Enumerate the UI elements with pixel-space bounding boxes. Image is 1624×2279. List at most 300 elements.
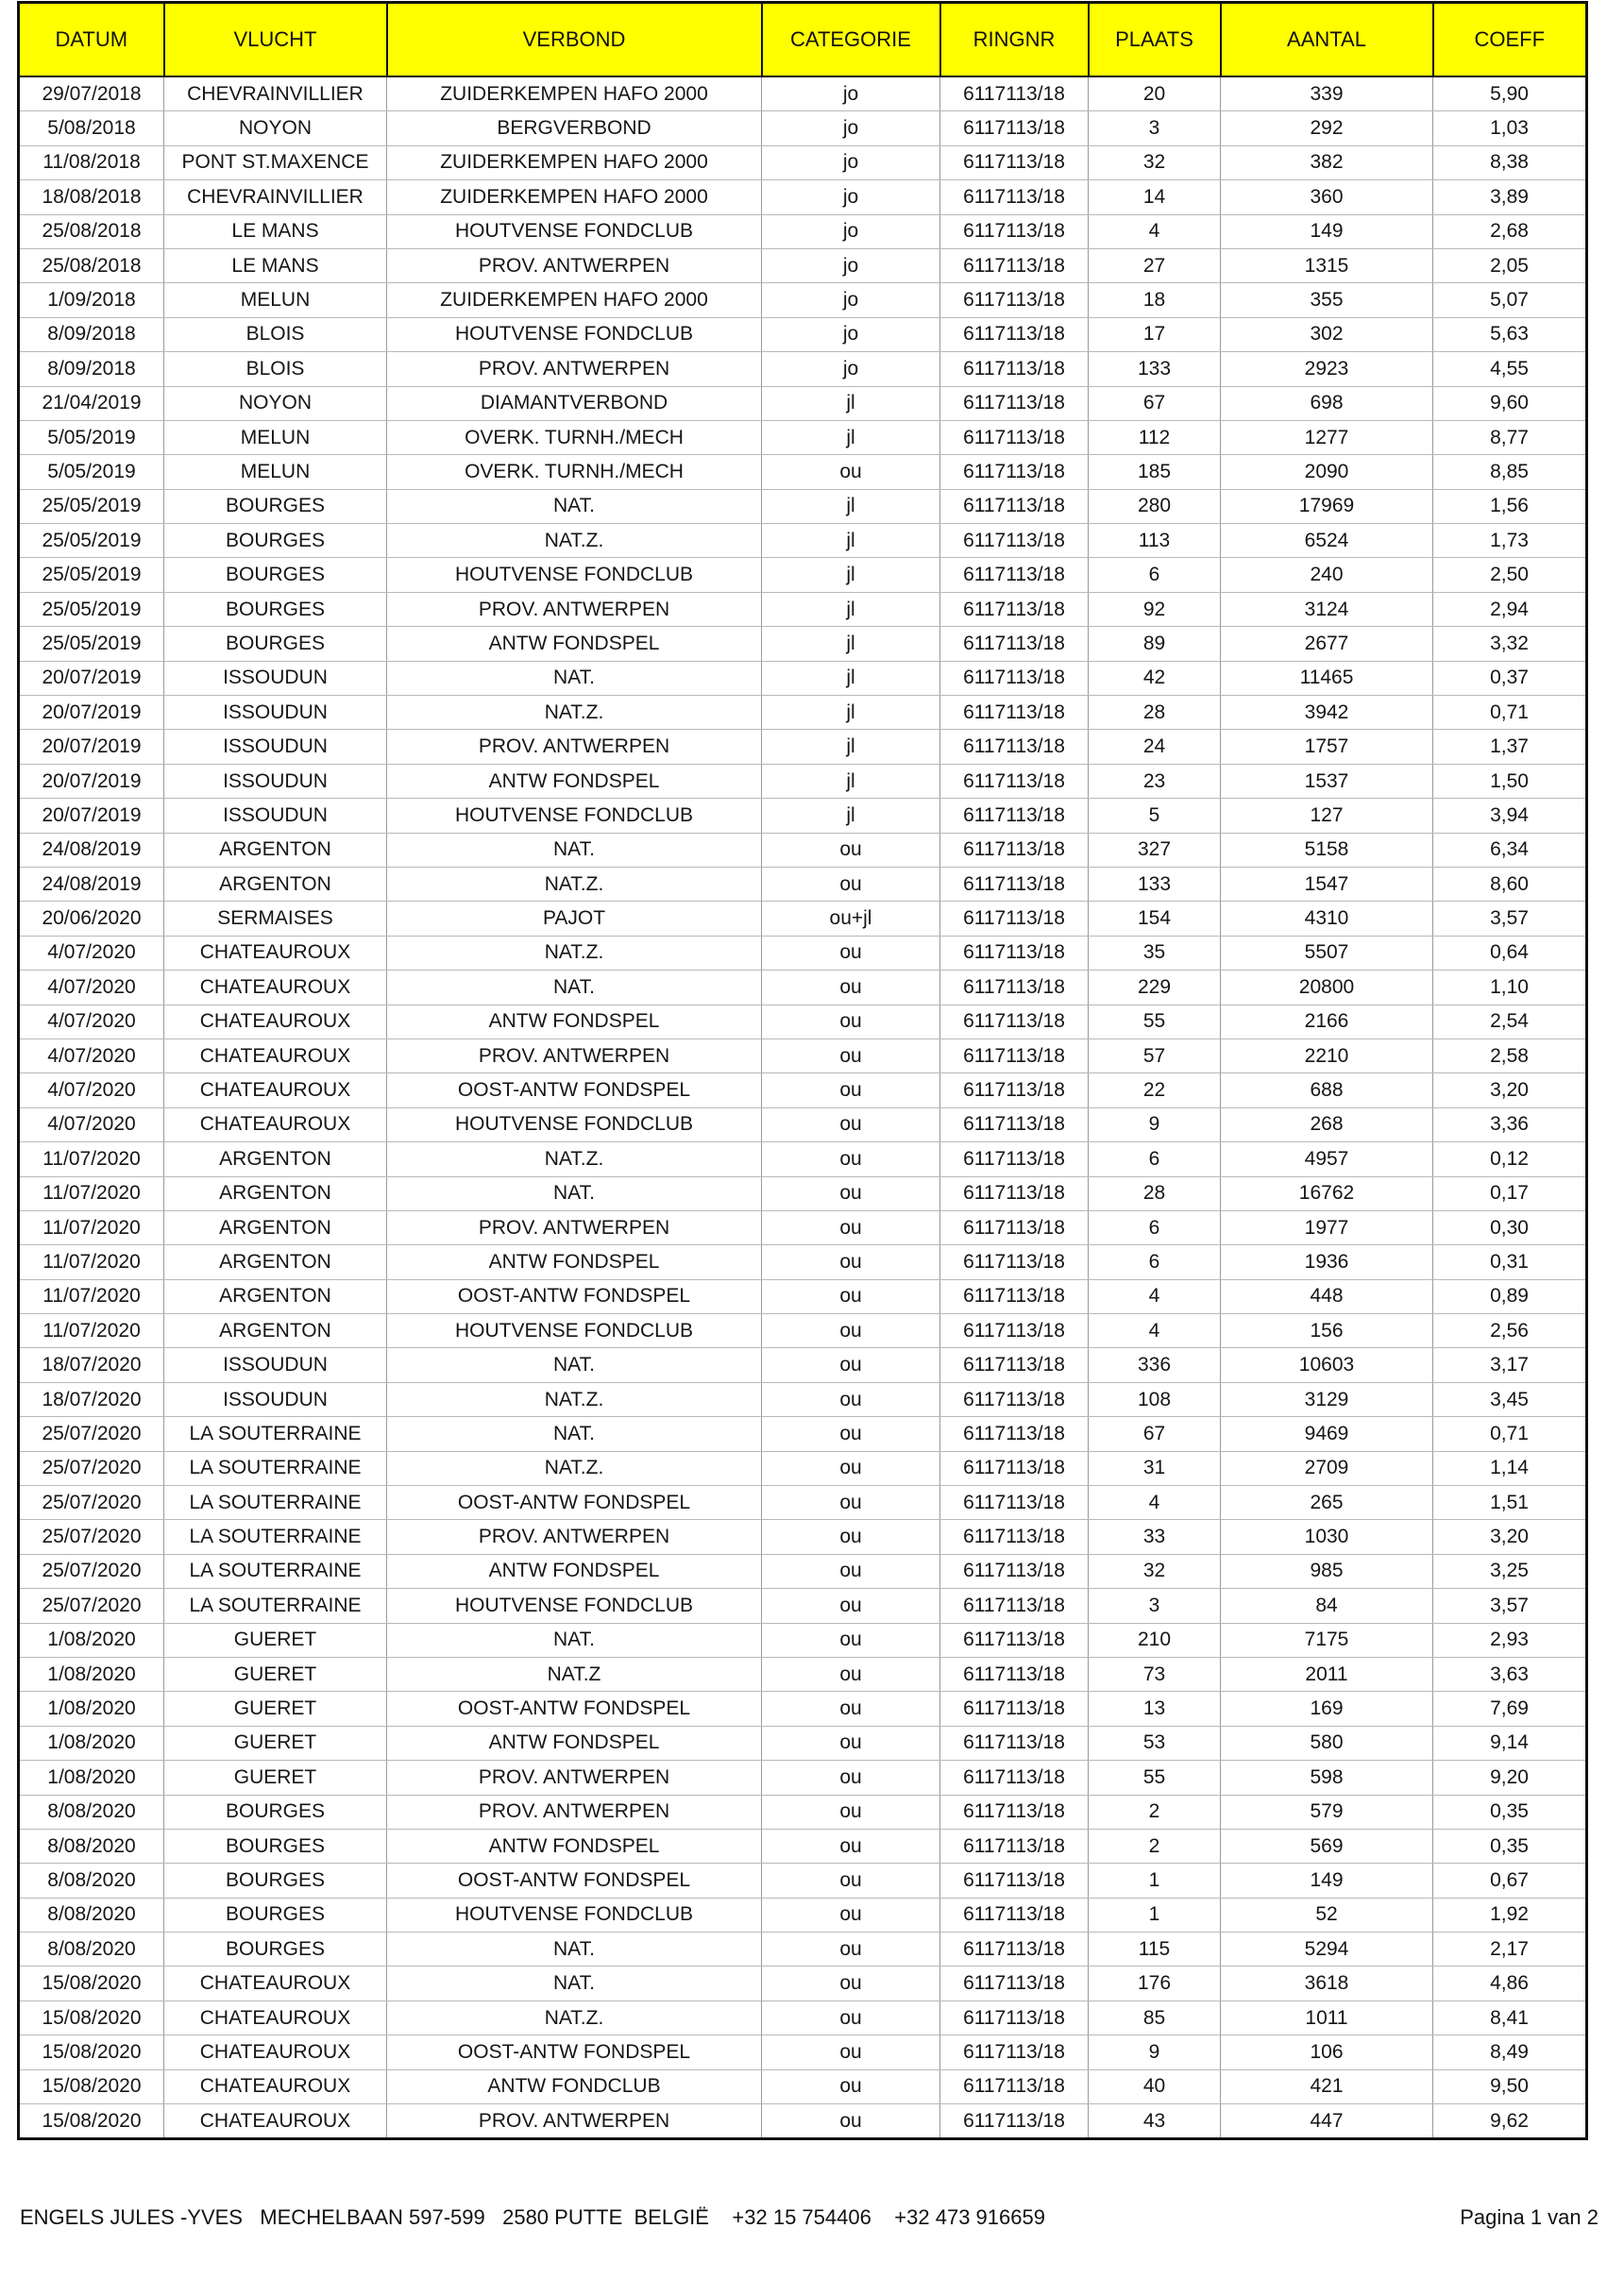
cell-plaats: 28 bbox=[1089, 696, 1221, 730]
table-row bbox=[19, 1107, 1587, 1141]
cell-vlucht: CHATEAUROUX bbox=[164, 2000, 387, 2034]
cell-aantal: 6524 bbox=[1221, 524, 1433, 558]
cell-ringnr: 6117113/18 bbox=[940, 1314, 1089, 1348]
cell-aantal: 1030 bbox=[1221, 1520, 1433, 1554]
cell-vlucht: SERMAISES bbox=[164, 902, 387, 936]
cell-verbond: HOUTVENSE FONDCLUB bbox=[387, 1589, 762, 1623]
cell-aantal: 1537 bbox=[1221, 764, 1433, 798]
cell-ringnr: 6117113/18 bbox=[940, 386, 1089, 420]
cell-categorie: ou bbox=[762, 1073, 940, 1107]
cell-coeff: 5,63 bbox=[1433, 317, 1587, 351]
cell-datum: 11/07/2020 bbox=[19, 1279, 164, 1313]
cell-aantal: 265 bbox=[1221, 1486, 1433, 1520]
cell-categorie: jo bbox=[762, 283, 940, 317]
cell-coeff: 3,20 bbox=[1433, 1073, 1587, 1107]
table-body bbox=[19, 76, 1587, 2139]
cell-vlucht: ARGENTON bbox=[164, 833, 387, 867]
cell-plaats: 20 bbox=[1089, 76, 1221, 111]
cell-coeff: 8,49 bbox=[1433, 2035, 1587, 2069]
cell-datum: 21/04/2019 bbox=[19, 386, 164, 420]
cell-ringnr: 6117113/18 bbox=[940, 661, 1089, 695]
cell-ringnr: 6117113/18 bbox=[940, 1520, 1089, 1554]
cell-categorie: jo bbox=[762, 317, 940, 351]
cell-ringnr: 6117113/18 bbox=[940, 2104, 1089, 2139]
cell-vlucht: PONT ST.MAXENCE bbox=[164, 145, 387, 179]
cell-verbond: OOST-ANTW FONDSPEL bbox=[387, 1486, 762, 1520]
cell-aantal: 3618 bbox=[1221, 1967, 1433, 2000]
cell-verbond: OOST-ANTW FONDSPEL bbox=[387, 1692, 762, 1726]
column-header-categorie: CATEGORIE bbox=[762, 3, 940, 77]
table-row bbox=[19, 730, 1587, 764]
cell-ringnr: 6117113/18 bbox=[940, 214, 1089, 248]
cell-coeff: 2,58 bbox=[1433, 1038, 1587, 1072]
cell-plaats: 2 bbox=[1089, 1795, 1221, 1829]
cell-coeff: 2,05 bbox=[1433, 248, 1587, 282]
cell-verbond: ANTW FONDSPEL bbox=[387, 1554, 762, 1588]
cell-plaats: 176 bbox=[1089, 1967, 1221, 2000]
cell-ringnr: 6117113/18 bbox=[940, 902, 1089, 936]
cell-ringnr: 6117113/18 bbox=[940, 1279, 1089, 1313]
cell-plaats: 43 bbox=[1089, 2104, 1221, 2139]
cell-aantal: 1977 bbox=[1221, 1210, 1433, 1244]
cell-datum: 18/07/2020 bbox=[19, 1382, 164, 1416]
cell-datum: 1/09/2018 bbox=[19, 283, 164, 317]
cell-datum: 29/07/2018 bbox=[19, 76, 164, 111]
cell-verbond: NAT. bbox=[387, 489, 762, 523]
cell-ringnr: 6117113/18 bbox=[940, 1451, 1089, 1485]
cell-aantal: 569 bbox=[1221, 1829, 1433, 1863]
cell-aantal: 360 bbox=[1221, 180, 1433, 214]
cell-aantal: 17969 bbox=[1221, 489, 1433, 523]
cell-categorie: ou bbox=[762, 1279, 940, 1313]
table-row bbox=[19, 1486, 1587, 1520]
cell-vlucht: LE MANS bbox=[164, 214, 387, 248]
cell-plaats: 2 bbox=[1089, 1829, 1221, 1863]
cell-aantal: 598 bbox=[1221, 1761, 1433, 1795]
table-row bbox=[19, 833, 1587, 867]
cell-plaats: 6 bbox=[1089, 558, 1221, 592]
cell-verbond: NAT.Z. bbox=[387, 2000, 762, 2034]
cell-vlucht: BOURGES bbox=[164, 1829, 387, 1863]
cell-plaats: 3 bbox=[1089, 1589, 1221, 1623]
cell-ringnr: 6117113/18 bbox=[940, 2069, 1089, 2103]
cell-verbond: ZUIDERKEMPEN HAFO 2000 bbox=[387, 76, 762, 111]
cell-datum: 11/07/2020 bbox=[19, 1245, 164, 1279]
cell-datum: 25/05/2019 bbox=[19, 627, 164, 661]
cell-aantal: 1936 bbox=[1221, 1245, 1433, 1279]
cell-ringnr: 6117113/18 bbox=[940, 1864, 1089, 1898]
table-row bbox=[19, 248, 1587, 282]
table-row bbox=[19, 1073, 1587, 1107]
cell-coeff: 1,03 bbox=[1433, 111, 1587, 145]
cell-datum: 15/08/2020 bbox=[19, 2000, 164, 2034]
cell-vlucht: BOURGES bbox=[164, 1898, 387, 1932]
cell-categorie: ou bbox=[762, 1004, 940, 1038]
cell-plaats: 55 bbox=[1089, 1761, 1221, 1795]
cell-plaats: 280 bbox=[1089, 489, 1221, 523]
cell-plaats: 73 bbox=[1089, 1657, 1221, 1691]
table-row bbox=[19, 1967, 1587, 2000]
cell-datum: 20/07/2019 bbox=[19, 799, 164, 833]
cell-datum: 4/07/2020 bbox=[19, 1038, 164, 1072]
cell-aantal: 11465 bbox=[1221, 661, 1433, 695]
cell-vlucht: ISSOUDUN bbox=[164, 730, 387, 764]
cell-ringnr: 6117113/18 bbox=[940, 317, 1089, 351]
cell-verbond: NAT. bbox=[387, 833, 762, 867]
cell-plaats: 24 bbox=[1089, 730, 1221, 764]
cell-vlucht: GUERET bbox=[164, 1657, 387, 1691]
table-row bbox=[19, 283, 1587, 317]
cell-coeff: 3,94 bbox=[1433, 799, 1587, 833]
table-row bbox=[19, 214, 1587, 248]
cell-datum: 25/07/2020 bbox=[19, 1554, 164, 1588]
table-row bbox=[19, 1004, 1587, 1038]
cell-datum: 20/07/2019 bbox=[19, 764, 164, 798]
table-row bbox=[19, 867, 1587, 901]
cell-datum: 25/05/2019 bbox=[19, 489, 164, 523]
cell-vlucht: CHEVRAINVILLIER bbox=[164, 76, 387, 111]
cell-plaats: 42 bbox=[1089, 661, 1221, 695]
cell-plaats: 85 bbox=[1089, 2000, 1221, 2034]
cell-vlucht: BOURGES bbox=[164, 524, 387, 558]
table-row bbox=[19, 180, 1587, 214]
cell-coeff: 8,77 bbox=[1433, 420, 1587, 454]
cell-plaats: 4 bbox=[1089, 1279, 1221, 1313]
cell-vlucht: MELUN bbox=[164, 283, 387, 317]
cell-aantal: 149 bbox=[1221, 1864, 1433, 1898]
cell-categorie: ou bbox=[762, 1348, 940, 1382]
cell-vlucht: CHATEAUROUX bbox=[164, 971, 387, 1004]
cell-ringnr: 6117113/18 bbox=[940, 283, 1089, 317]
cell-aantal: 4957 bbox=[1221, 1142, 1433, 1176]
cell-coeff: 1,50 bbox=[1433, 764, 1587, 798]
cell-verbond: ZUIDERKEMPEN HAFO 2000 bbox=[387, 180, 762, 214]
cell-ringnr: 6117113/18 bbox=[940, 1761, 1089, 1795]
cell-ringnr: 6117113/18 bbox=[940, 1692, 1089, 1726]
cell-ringnr: 6117113/18 bbox=[940, 867, 1089, 901]
cell-aantal: 156 bbox=[1221, 1314, 1433, 1348]
cell-aantal: 2677 bbox=[1221, 627, 1433, 661]
cell-coeff: 1,92 bbox=[1433, 1898, 1587, 1932]
cell-verbond: HOUTVENSE FONDCLUB bbox=[387, 558, 762, 592]
cell-categorie: jl bbox=[762, 764, 940, 798]
cell-datum: 1/08/2020 bbox=[19, 1657, 164, 1691]
cell-vlucht: CHATEAUROUX bbox=[164, 1073, 387, 1107]
cell-verbond: OOST-ANTW FONDSPEL bbox=[387, 2035, 762, 2069]
cell-aantal: 268 bbox=[1221, 1107, 1433, 1141]
cell-categorie: jl bbox=[762, 386, 940, 420]
table-row bbox=[19, 76, 1587, 111]
cell-aantal: 2210 bbox=[1221, 1038, 1433, 1072]
cell-categorie: ou bbox=[762, 1623, 940, 1657]
cell-coeff: 8,60 bbox=[1433, 867, 1587, 901]
cell-datum: 15/08/2020 bbox=[19, 2104, 164, 2139]
cell-categorie: ou bbox=[762, 2000, 940, 2034]
cell-datum: 4/07/2020 bbox=[19, 1107, 164, 1141]
cell-coeff: 0,31 bbox=[1433, 1245, 1587, 1279]
cell-coeff: 4,86 bbox=[1433, 1967, 1587, 2000]
cell-verbond: ANTW FONDSPEL bbox=[387, 1004, 762, 1038]
cell-categorie: jo bbox=[762, 180, 940, 214]
cell-coeff: 3,63 bbox=[1433, 1657, 1587, 1691]
cell-ringnr: 6117113/18 bbox=[940, 1554, 1089, 1588]
cell-coeff: 0,35 bbox=[1433, 1795, 1587, 1829]
table-row bbox=[19, 1795, 1587, 1829]
cell-ringnr: 6117113/18 bbox=[940, 627, 1089, 661]
cell-plaats: 133 bbox=[1089, 867, 1221, 901]
cell-vlucht: ARGENTON bbox=[164, 867, 387, 901]
table-row bbox=[19, 2069, 1587, 2103]
cell-datum: 8/08/2020 bbox=[19, 1795, 164, 1829]
cell-verbond: PROV. ANTWERPEN bbox=[387, 248, 762, 282]
cell-plaats: 210 bbox=[1089, 1623, 1221, 1657]
cell-categorie: ou bbox=[762, 1486, 940, 1520]
cell-aantal: 3124 bbox=[1221, 592, 1433, 626]
cell-plaats: 22 bbox=[1089, 1073, 1221, 1107]
cell-categorie: jl bbox=[762, 661, 940, 695]
cell-vlucht: ISSOUDUN bbox=[164, 661, 387, 695]
cell-vlucht: ISSOUDUN bbox=[164, 696, 387, 730]
cell-aantal: 2709 bbox=[1221, 1451, 1433, 1485]
cell-datum: 8/09/2018 bbox=[19, 317, 164, 351]
cell-categorie: ou bbox=[762, 1933, 940, 1967]
cell-plaats: 1 bbox=[1089, 1898, 1221, 1932]
table-row bbox=[19, 1142, 1587, 1176]
cell-plaats: 9 bbox=[1089, 2035, 1221, 2069]
cell-ringnr: 6117113/18 bbox=[940, 180, 1089, 214]
table-row bbox=[19, 455, 1587, 489]
cell-coeff: 1,37 bbox=[1433, 730, 1587, 764]
cell-verbond: NAT.Z. bbox=[387, 867, 762, 901]
cell-vlucht: GUERET bbox=[164, 1726, 387, 1760]
cell-categorie: ou bbox=[762, 455, 940, 489]
cell-vlucht: ARGENTON bbox=[164, 1142, 387, 1176]
cell-vlucht: BOURGES bbox=[164, 1795, 387, 1829]
cell-datum: 25/08/2018 bbox=[19, 214, 164, 248]
cell-aantal: 2923 bbox=[1221, 352, 1433, 386]
cell-aantal: 2090 bbox=[1221, 455, 1433, 489]
cell-vlucht: NOYON bbox=[164, 111, 387, 145]
cell-aantal: 382 bbox=[1221, 145, 1433, 179]
cell-vlucht: LA SOUTERRAINE bbox=[164, 1520, 387, 1554]
cell-verbond: HOUTVENSE FONDCLUB bbox=[387, 214, 762, 248]
cell-aantal: 1011 bbox=[1221, 2000, 1433, 2034]
cell-verbond: PROV. ANTWERPEN bbox=[387, 592, 762, 626]
cell-plaats: 6 bbox=[1089, 1142, 1221, 1176]
cell-plaats: 133 bbox=[1089, 352, 1221, 386]
cell-ringnr: 6117113/18 bbox=[940, 1176, 1089, 1210]
cell-datum: 20/07/2019 bbox=[19, 661, 164, 695]
table-row bbox=[19, 1451, 1587, 1485]
table-row bbox=[19, 386, 1587, 420]
column-header-vlucht: VLUCHT bbox=[164, 3, 387, 77]
cell-coeff: 1,51 bbox=[1433, 1486, 1587, 1520]
cell-coeff: 3,57 bbox=[1433, 1589, 1587, 1623]
table-row bbox=[19, 2104, 1587, 2139]
cell-categorie: ou bbox=[762, 1382, 940, 1416]
cell-coeff: 2,56 bbox=[1433, 1314, 1587, 1348]
cell-verbond: NAT.Z. bbox=[387, 1142, 762, 1176]
cell-verbond: NAT. bbox=[387, 661, 762, 695]
cell-categorie: ou bbox=[762, 936, 940, 970]
cell-categorie: jo bbox=[762, 145, 940, 179]
cell-verbond: NAT. bbox=[387, 1967, 762, 2000]
cell-ringnr: 6117113/18 bbox=[940, 1348, 1089, 1382]
cell-verbond: PROV. ANTWERPEN bbox=[387, 1795, 762, 1829]
cell-categorie: ou bbox=[762, 1520, 940, 1554]
cell-verbond: NAT.Z bbox=[387, 1657, 762, 1691]
cell-verbond: ANTW FONDSPEL bbox=[387, 1726, 762, 1760]
table-row bbox=[19, 661, 1587, 695]
cell-verbond: NAT. bbox=[387, 971, 762, 1004]
cell-verbond: NAT.Z. bbox=[387, 936, 762, 970]
cell-categorie: jl bbox=[762, 489, 940, 523]
cell-plaats: 1 bbox=[1089, 1864, 1221, 1898]
cell-ringnr: 6117113/18 bbox=[940, 111, 1089, 145]
cell-ringnr: 6117113/18 bbox=[940, 524, 1089, 558]
cell-aantal: 448 bbox=[1221, 1279, 1433, 1313]
cell-ringnr: 6117113/18 bbox=[940, 2000, 1089, 2034]
cell-datum: 1/08/2020 bbox=[19, 1692, 164, 1726]
cell-vlucht: ARGENTON bbox=[164, 1314, 387, 1348]
cell-plaats: 3 bbox=[1089, 111, 1221, 145]
cell-coeff: 0,64 bbox=[1433, 936, 1587, 970]
cell-verbond: OVERK. TURNH./MECH bbox=[387, 420, 762, 454]
cell-coeff: 0,71 bbox=[1433, 1417, 1587, 1451]
cell-coeff: 6,34 bbox=[1433, 833, 1587, 867]
cell-datum: 5/08/2018 bbox=[19, 111, 164, 145]
cell-aantal: 355 bbox=[1221, 283, 1433, 317]
cell-categorie: ou bbox=[762, 1864, 940, 1898]
cell-categorie: jl bbox=[762, 592, 940, 626]
cell-ringnr: 6117113/18 bbox=[940, 2035, 1089, 2069]
table-row bbox=[19, 1589, 1587, 1623]
cell-datum: 20/06/2020 bbox=[19, 902, 164, 936]
cell-aantal: 149 bbox=[1221, 214, 1433, 248]
cell-categorie: jl bbox=[762, 696, 940, 730]
cell-coeff: 3,20 bbox=[1433, 1520, 1587, 1554]
cell-vlucht: BOURGES bbox=[164, 1933, 387, 1967]
cell-ringnr: 6117113/18 bbox=[940, 1107, 1089, 1141]
cell-categorie: ou bbox=[762, 1245, 940, 1279]
cell-verbond: ANTW FONDSPEL bbox=[387, 627, 762, 661]
table-row bbox=[19, 524, 1587, 558]
cell-coeff: 9,60 bbox=[1433, 386, 1587, 420]
cell-aantal: 127 bbox=[1221, 799, 1433, 833]
cell-verbond: PROV. ANTWERPEN bbox=[387, 352, 762, 386]
table-row bbox=[19, 420, 1587, 454]
table-row bbox=[19, 489, 1587, 523]
cell-verbond: PROV. ANTWERPEN bbox=[387, 1520, 762, 1554]
cell-plaats: 35 bbox=[1089, 936, 1221, 970]
cell-categorie: ou bbox=[762, 1829, 940, 1863]
cell-datum: 25/07/2020 bbox=[19, 1486, 164, 1520]
cell-categorie: jo bbox=[762, 111, 940, 145]
footer-contact: ENGELS JULES -YVES MECHELBAAN 597-599 2580 PUTTE BELGIË +32 15 754406 +32 473 916659 bbox=[20, 2205, 1045, 2229]
cell-vlucht: CHEVRAINVILLIER bbox=[164, 180, 387, 214]
cell-categorie: ou bbox=[762, 1761, 940, 1795]
cell-vlucht: BOURGES bbox=[164, 627, 387, 661]
cell-categorie: ou bbox=[762, 1107, 940, 1141]
column-header-ringnr: RINGNR bbox=[940, 3, 1089, 77]
cell-plaats: 185 bbox=[1089, 455, 1221, 489]
cell-verbond: NAT.Z. bbox=[387, 1382, 762, 1416]
cell-plaats: 31 bbox=[1089, 1451, 1221, 1485]
cell-plaats: 18 bbox=[1089, 283, 1221, 317]
cell-aantal: 10603 bbox=[1221, 1348, 1433, 1382]
cell-verbond: NAT.Z. bbox=[387, 696, 762, 730]
cell-datum: 25/05/2019 bbox=[19, 524, 164, 558]
cell-verbond: PAJOT bbox=[387, 902, 762, 936]
cell-ringnr: 6117113/18 bbox=[940, 971, 1089, 1004]
cell-datum: 18/07/2020 bbox=[19, 1348, 164, 1382]
cell-coeff: 2,68 bbox=[1433, 214, 1587, 248]
cell-plaats: 229 bbox=[1089, 971, 1221, 1004]
cell-ringnr: 6117113/18 bbox=[940, 489, 1089, 523]
cell-categorie: ou bbox=[762, 1726, 940, 1760]
table-row bbox=[19, 696, 1587, 730]
cell-vlucht: LA SOUTERRAINE bbox=[164, 1451, 387, 1485]
cell-ringnr: 6117113/18 bbox=[940, 936, 1089, 970]
cell-ringnr: 6117113/18 bbox=[940, 1623, 1089, 1657]
cell-datum: 25/05/2019 bbox=[19, 592, 164, 626]
cell-ringnr: 6117113/18 bbox=[940, 592, 1089, 626]
table-row bbox=[19, 1314, 1587, 1348]
cell-datum: 11/07/2020 bbox=[19, 1314, 164, 1348]
cell-verbond: PROV. ANTWERPEN bbox=[387, 730, 762, 764]
cell-datum: 15/08/2020 bbox=[19, 1967, 164, 2000]
cell-categorie: jl bbox=[762, 420, 940, 454]
cell-vlucht: BOURGES bbox=[164, 489, 387, 523]
table-row bbox=[19, 1726, 1587, 1760]
cell-verbond: OVERK. TURNH./MECH bbox=[387, 455, 762, 489]
cell-plaats: 4 bbox=[1089, 1314, 1221, 1348]
table-row bbox=[19, 1245, 1587, 1279]
cell-categorie: ou bbox=[762, 1176, 940, 1210]
table-row bbox=[19, 799, 1587, 833]
cell-coeff: 7,69 bbox=[1433, 1692, 1587, 1726]
cell-plaats: 32 bbox=[1089, 145, 1221, 179]
table-row bbox=[19, 1279, 1587, 1313]
cell-datum: 25/08/2018 bbox=[19, 248, 164, 282]
cell-categorie: ou bbox=[762, 1210, 940, 1244]
cell-aantal: 1547 bbox=[1221, 867, 1433, 901]
cell-ringnr: 6117113/18 bbox=[940, 455, 1089, 489]
cell-vlucht: ISSOUDUN bbox=[164, 1382, 387, 1416]
cell-vlucht: ISSOUDUN bbox=[164, 799, 387, 833]
cell-aantal: 169 bbox=[1221, 1692, 1433, 1726]
cell-categorie: ou bbox=[762, 1795, 940, 1829]
cell-ringnr: 6117113/18 bbox=[940, 1486, 1089, 1520]
cell-ringnr: 6117113/18 bbox=[940, 1898, 1089, 1932]
cell-aantal: 292 bbox=[1221, 111, 1433, 145]
cell-coeff: 1,56 bbox=[1433, 489, 1587, 523]
cell-categorie: ou bbox=[762, 867, 940, 901]
cell-coeff: 2,17 bbox=[1433, 1933, 1587, 1967]
cell-verbond: NAT. bbox=[387, 1176, 762, 1210]
cell-verbond: PROV. ANTWERPEN bbox=[387, 1761, 762, 1795]
cell-datum: 25/07/2020 bbox=[19, 1589, 164, 1623]
cell-aantal: 3942 bbox=[1221, 696, 1433, 730]
cell-ringnr: 6117113/18 bbox=[940, 1829, 1089, 1863]
cell-vlucht: GUERET bbox=[164, 1692, 387, 1726]
cell-verbond: NAT.Z. bbox=[387, 524, 762, 558]
table-row bbox=[19, 1623, 1587, 1657]
cell-coeff: 5,90 bbox=[1433, 76, 1587, 111]
cell-vlucht: BOURGES bbox=[164, 592, 387, 626]
cell-datum: 5/05/2019 bbox=[19, 420, 164, 454]
cell-categorie: ou bbox=[762, 2035, 940, 2069]
